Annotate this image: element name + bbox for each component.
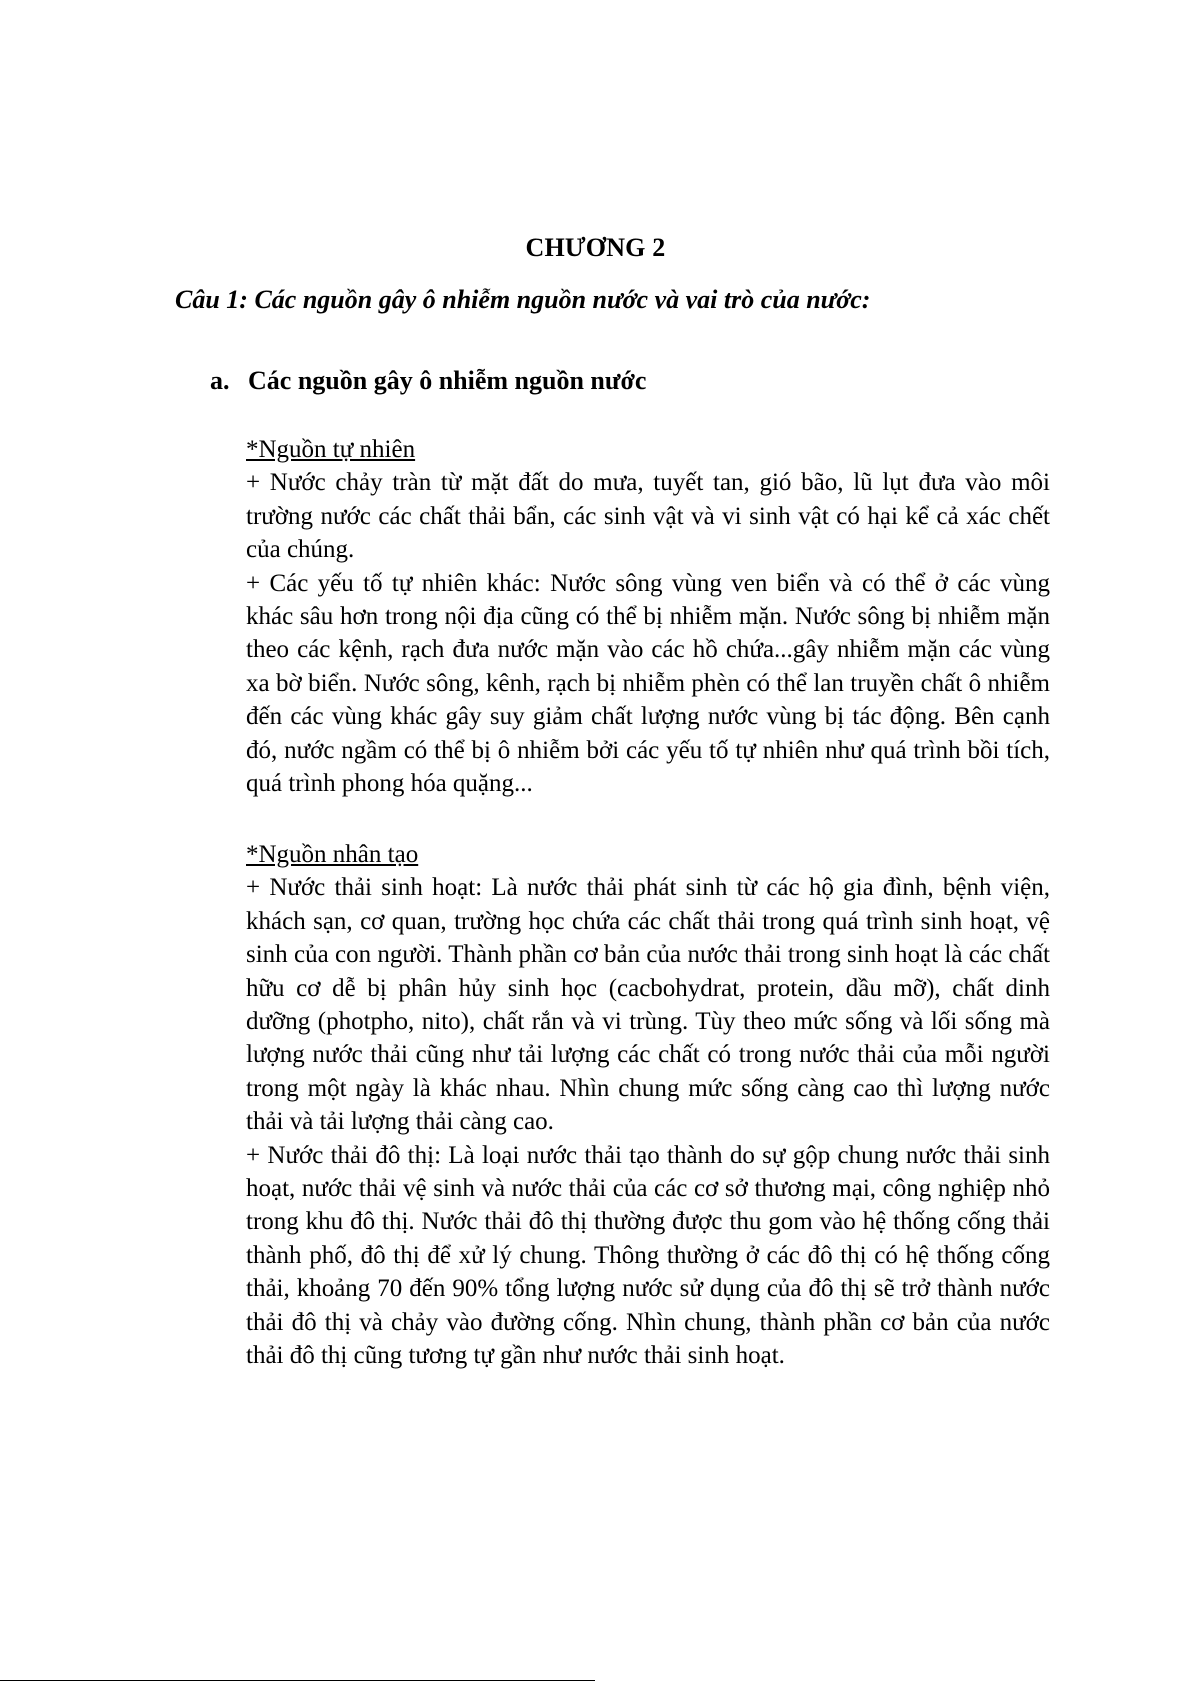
human-sources-paragraph-2: + Nước thải đô thị: Là loại nước thải tạo thành do sự gộp chung nước thải sinh hoạt, nước thải vệ sinh và nước thải của các cơ sở thương mại, công nghiệp nhỏ trong khu đô thị. Nước thải đô thị thường được thu gom vào hệ thống cống thải thành phố, đô thị để xử lý chung. Thông thường ở các đô thị có hệ thống cống thải, khoảng 70 đến 90% tổng lượng nước sử dụng của đô thị sẽ trở thành nước thải đô thị và chảy vào đường cống. Nhìn chung, thành phần cơ bản của nước thải đô thị cũng tương tự gần như nước thải sinh hoạt. — [246, 1141, 1050, 1370]
natural-sources-block — [246, 433, 1050, 800]
footnote-divider — [0, 1680, 595, 1681]
section-a-heading — [210, 361, 646, 401]
question-title: Câu 1: Các nguồn gây ô nhiễm nguồn nước và vai trò của nước: — [175, 285, 871, 314]
chapter-title: CHƯƠNG 2 — [525, 233, 666, 262]
section-a-heading-text: Các nguồn gây ô nhiễm nguồn nước — [248, 366, 647, 395]
section-a-marker: a. — [210, 366, 230, 395]
human-sources-subheading: *Nguồn nhân tạo — [246, 841, 419, 868]
human-sources-block — [246, 838, 1050, 1373]
natural-sources-subheading: *Nguồn tự nhiên — [246, 436, 416, 463]
natural-sources-paragraph-1: + Nước chảy tràn từ mặt đất do mưa, tuyết tan, gió bão, lũ lụt đưa vào môi trường nước các chất thải bẩn, các sinh vật và vi sinh vật có hại kể cả xác chết của chúng. — [246, 469, 1050, 564]
natural-sources-paragraph-2: + Các yếu tố tự nhiên khác: Nước sông vùng ven biển và có thể ở các vùng khác sâu hơn trong nội địa cũng có thể bị nhiễm mặn. Nước sông bị nhiễm mặn theo các kệnh, rạch đưa nước mặn vào các hồ chứa...gây nhiễm mặn các vùng xa bờ biển. Nước sông, kênh, rạch bị nhiễm phèn có thể lan truyền chất ô nhiễm đến các vùng khác gây suy giảm chất lượng nước vùng bị tác động. Bên cạnh đó, nước ngầm có thể bị ô nhiễm bởi các yếu tố tự nhiên như quá trình bồi tích, quá trình phong hóa quặng... — [246, 569, 1050, 798]
human-sources-paragraph-1: + Nước thải sinh hoạt: Là nước thải phát sinh từ các hộ gia đình, bệnh viện, khách sạn, cơ quan, trường học chứa các chất thải trong quá trình sinh hoạt, vệ sinh của con người. Thành phần cơ bản của nước thải trong sinh hoạt là các chất hữu cơ dễ bị phân hủy sinh học (cacbohydrat, protein, dầu mỡ), chất dinh dưỡng (photpho, nito), chất rắn và vi trùng. Tùy theo mức sống và lối sống mà lượng nước thải cũng như tải lượng các chất có trong nước thải của mỗi người trong một ngày là khác nhau. Nhìn chung mức sống càng cao thì lượng nước thải và tải lượng thải càng cao. — [246, 874, 1050, 1136]
